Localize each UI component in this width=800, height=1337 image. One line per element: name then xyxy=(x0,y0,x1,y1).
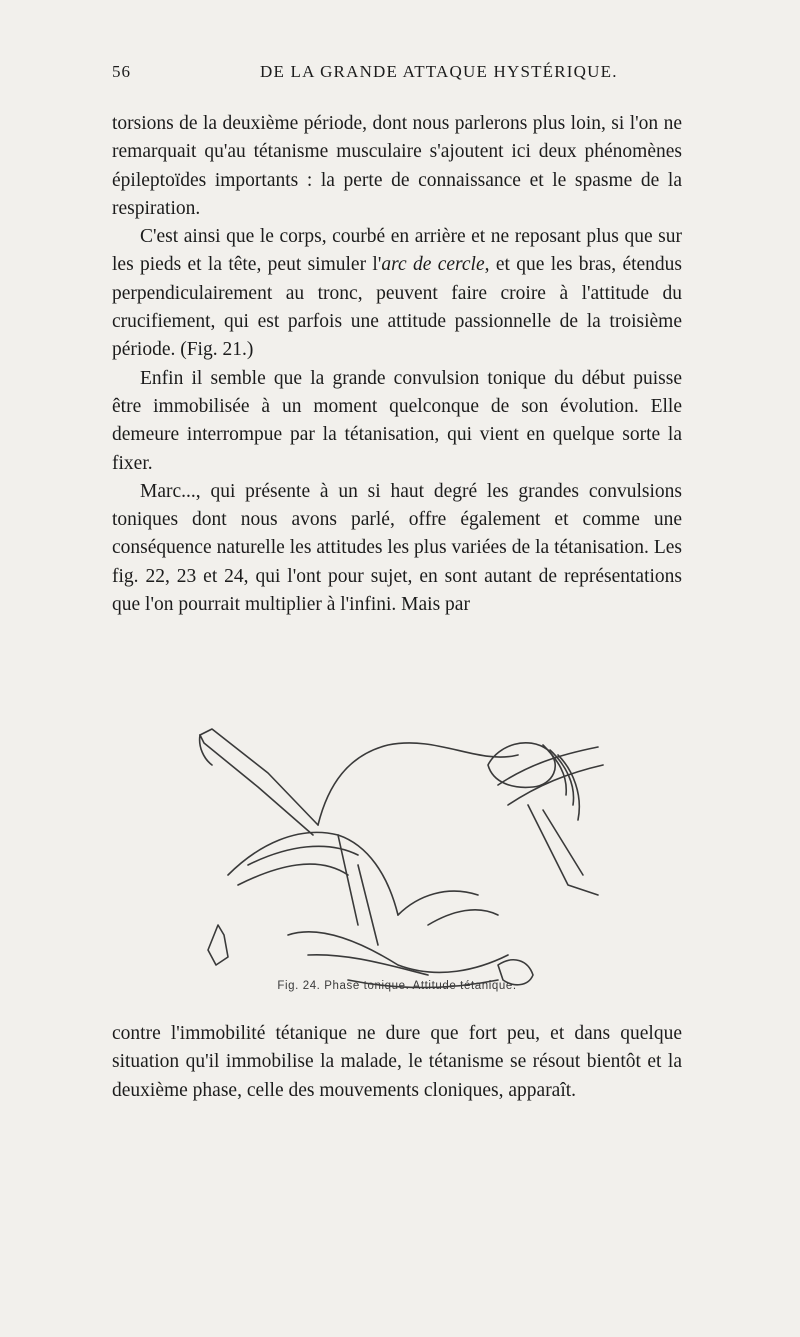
robe-fold xyxy=(238,864,348,885)
drapery-line xyxy=(398,891,478,915)
page-header xyxy=(112,62,682,84)
arm-line xyxy=(200,729,318,825)
robe-outline xyxy=(318,743,518,825)
robe-fold xyxy=(338,835,358,925)
arm-line xyxy=(528,805,598,895)
head-outline xyxy=(488,743,555,788)
paragraph: torsions de la deuxième période, dont nous parlerons plus loin, si l'on ne remarquait qu'au tétanisme musculaire s'ajoutent ici deux phénomènes épileptoïdes importants : la perte de connaissance et le spasme de la respiration. xyxy=(112,113,682,219)
robe-fold xyxy=(358,865,378,945)
paragraph: contre l'immobilité tétanique ne dure que fort peu, et dans quelque situation qu'il immobilise la malade, le tétanisme se résout bientôt et la deuxième phase, celle des mouvements cloniques, apparaît. xyxy=(112,1023,682,1101)
hair-line xyxy=(558,755,579,820)
paragraph xyxy=(112,223,682,364)
text-run: C'est ainsi que le corps, courbé en arrière et ne reposant plus que sur les pieds et la tête, peut simuler l' xyxy=(112,226,682,276)
foot-outline xyxy=(208,925,228,965)
running-title: DE LA GRANDE ATTAQUE HYSTÉRIQUE. xyxy=(260,62,618,81)
figure-illustration xyxy=(198,725,618,995)
robe-outline xyxy=(228,832,398,915)
text-run: , et que les bras, étendus perpendiculairement au tronc, peuvent faire croire à l'attitude du crucifiement, qui est parfois une attitude passionnelle de la troisième période. (Fig. 21.) xyxy=(112,254,683,361)
drapery-line xyxy=(288,932,508,973)
page-number: 56 xyxy=(112,62,131,81)
body-text-bottom xyxy=(112,1020,682,1105)
body-text-top xyxy=(112,110,682,619)
figure-caption: Fig. 24. Phase tonique. Attitude tétanique. xyxy=(277,980,517,992)
arm-line xyxy=(498,747,598,785)
arm-line xyxy=(200,735,313,835)
italic-term: arc de cercle xyxy=(381,254,485,276)
paragraph: Enfin il semble que la grande convulsion tonique du début puisse être immobilisée à un moment quelconque de son évolution. Elle demeure interrompue par la tétanisation, qui vient en quelque sorte la fixer. xyxy=(112,367,682,474)
drapery-line xyxy=(428,910,498,925)
drapery-line xyxy=(308,955,428,975)
arm-line xyxy=(543,810,583,875)
paragraph: Marc..., qui présente à un si haut degré les grandes convulsions toniques dont nous avons parlé, offre également et comme une conséquence naturelle les attitudes les plus variées de la tétanisation. Les fig. 22, 23 et 24, qui l'ont pour sujet, en sont autant de représentations que l'on pourrait multiplier à l'infini. Mais par xyxy=(112,480,682,616)
